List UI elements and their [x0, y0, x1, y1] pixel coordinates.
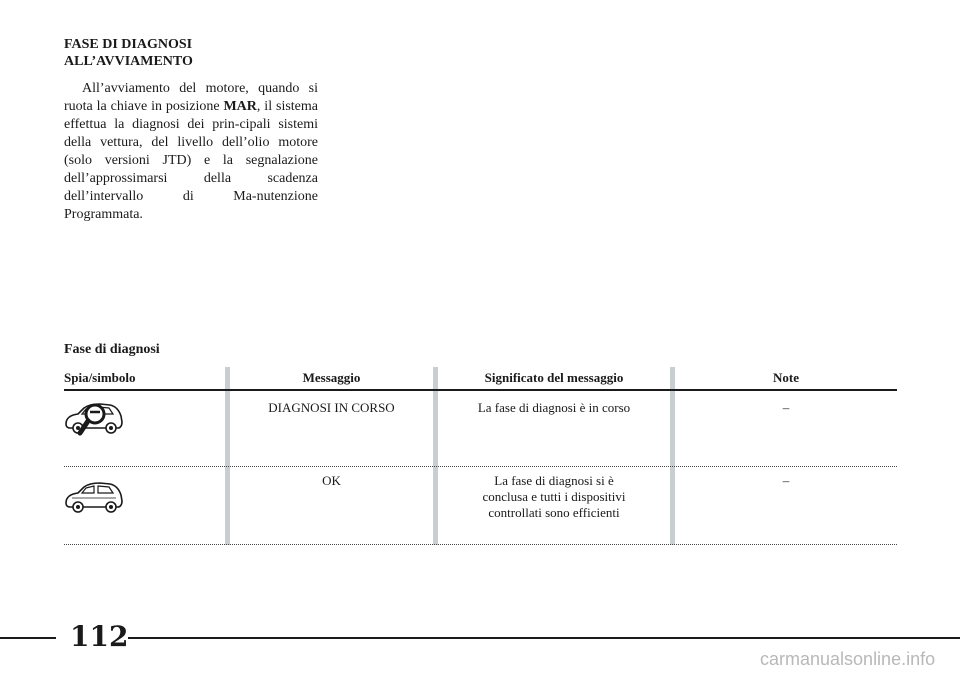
watermark[interactable]: carmanualsonline.info: [760, 649, 936, 669]
car-magnifier-icon: [64, 398, 124, 443]
row-1-message: DIAGNOSI IN CORSO: [268, 400, 395, 415]
meaning-line: conclusa e tutti i dispositivi: [482, 489, 626, 504]
footer-rule-right: [128, 637, 960, 639]
row-divider: [64, 544, 897, 545]
car-icon: [64, 481, 124, 520]
header-rule: [64, 389, 897, 391]
header-message: Messaggio: [302, 370, 361, 385]
intro-text-start: All’avviamento del motore, quando si ruota la chiave in posizione: [64, 81, 318, 114]
meaning-line: La fase di diagnosi è in corso: [477, 400, 631, 415]
meaning-line: La fase di diagnosi si è: [494, 473, 614, 488]
header-meaning: Significato del messaggio: [484, 370, 624, 385]
row-2-note: –: [782, 473, 790, 488]
intro-paragraph: [64, 80, 318, 224]
row-2-message: OK: [322, 473, 341, 488]
section-title: [64, 36, 324, 70]
header-notes: Note: [773, 370, 799, 385]
row-divider: [64, 466, 897, 467]
table-title: Fase di diagnosi: [64, 342, 160, 357]
footer-rule-left: [0, 637, 56, 639]
row-1-meaning: [438, 400, 670, 416]
diagnosis-table: [64, 367, 897, 545]
row-1-note: –: [782, 400, 790, 415]
section-title-line-1: FASE DI DIAGNOSI: [64, 37, 193, 52]
column-divider: [670, 367, 675, 545]
page-number: 112: [70, 620, 129, 653]
section-title-line-2: ALL’AVVIAMENTO: [64, 54, 193, 69]
intro-key-position: MAR: [223, 99, 257, 114]
row-2-meaning: [438, 473, 670, 521]
column-divider: [225, 367, 230, 545]
meaning-line: controllati sono efficienti: [488, 505, 620, 520]
header-symbol: Spia/simbolo: [64, 370, 136, 385]
intro-text-end: , il sistema effettua la diagnosi dei prin-cipali sistemi della vettura, del livello dell’olio motore (solo versioni JTD) e la segnalazione dell’approssimarsi della scadenza dell’intervallo di Ma-nutenzione Programmata.: [64, 99, 318, 222]
